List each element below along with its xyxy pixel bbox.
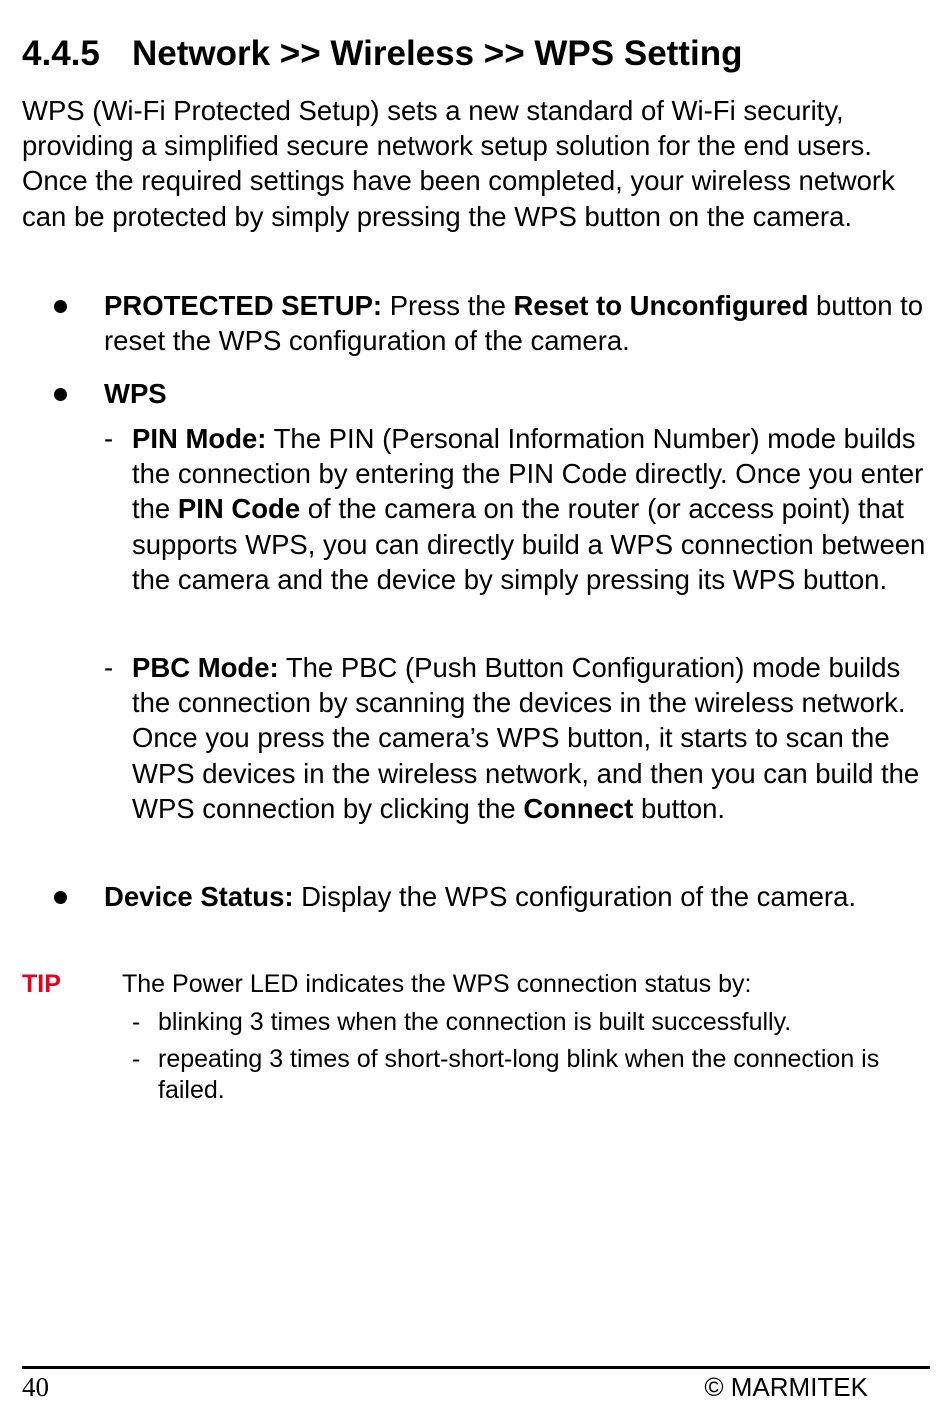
tip-item: repeating 3 times of short-short-long blink when the connection is failed.	[158, 1045, 880, 1104]
pin-code-term: PIN Code	[177, 493, 301, 525]
page-number: 40	[22, 1372, 49, 1402]
pin-mode-label: PIN Mode:	[132, 423, 267, 454]
connect-button-name: Connect	[523, 792, 634, 824]
pbc-mode-label: PBC Mode:	[132, 652, 279, 683]
section-number: 4.4.5	[22, 34, 100, 73]
tip-text: The Power LED indicates the WPS connection status by:	[122, 970, 752, 998]
pbc-mode-text: PBC Mode: The PBC (Push Button Configuration) mode builds the connection by scanning the devices in the wireless network. Once you press the camera’s WPS button, it starts to scan the WPS devices in the wireless network, and then you can build the WPS connection by clicking the Connect button.	[132, 652, 920, 824]
bullet-icon	[54, 891, 67, 904]
footer-rule	[22, 1366, 930, 1369]
pin-mode-text: PIN Mode: The PIN (Personal Information Number) mode builds the connection by entering the PIN Code directly. Once you enter the PIN Code of the camera on the router (or access point) that supports WPS, you can directly build a WPS connection between the camera and the device by simply pressing its WPS button.	[132, 423, 926, 595]
pbc-mode-dash: -	[104, 652, 114, 683]
bullet-icon	[54, 388, 67, 401]
pin-mode-dash: -	[104, 423, 114, 454]
section-title: Network >> Wireless >> WPS Setting	[132, 34, 743, 73]
tip-label: TIP	[22, 970, 61, 998]
tip-item: blinking 3 times when the connection is built successfully.	[158, 1008, 792, 1036]
tip-dash: -	[132, 1008, 141, 1036]
copyright: © MARMITEK	[704, 1372, 868, 1402]
wps-label: WPS	[104, 378, 167, 409]
device-status-label: Device Status:	[104, 881, 294, 912]
intro-paragraph: WPS (Wi-Fi Protected Setup) sets a new standard of Wi-Fi security, providing a simplified secure network setup solution for the end users. Once the required settings have been completed, your wireless network can be protected by simply pressing the WPS button on the camera.	[22, 95, 895, 232]
protected-setup-label: PROTECTED SETUP:	[104, 290, 383, 321]
tip-dash: -	[132, 1045, 141, 1073]
reset-button-name: Reset to Unconfigured	[513, 290, 809, 321]
bullet-icon	[54, 300, 67, 313]
section-heading	[22, 30, 742, 78]
